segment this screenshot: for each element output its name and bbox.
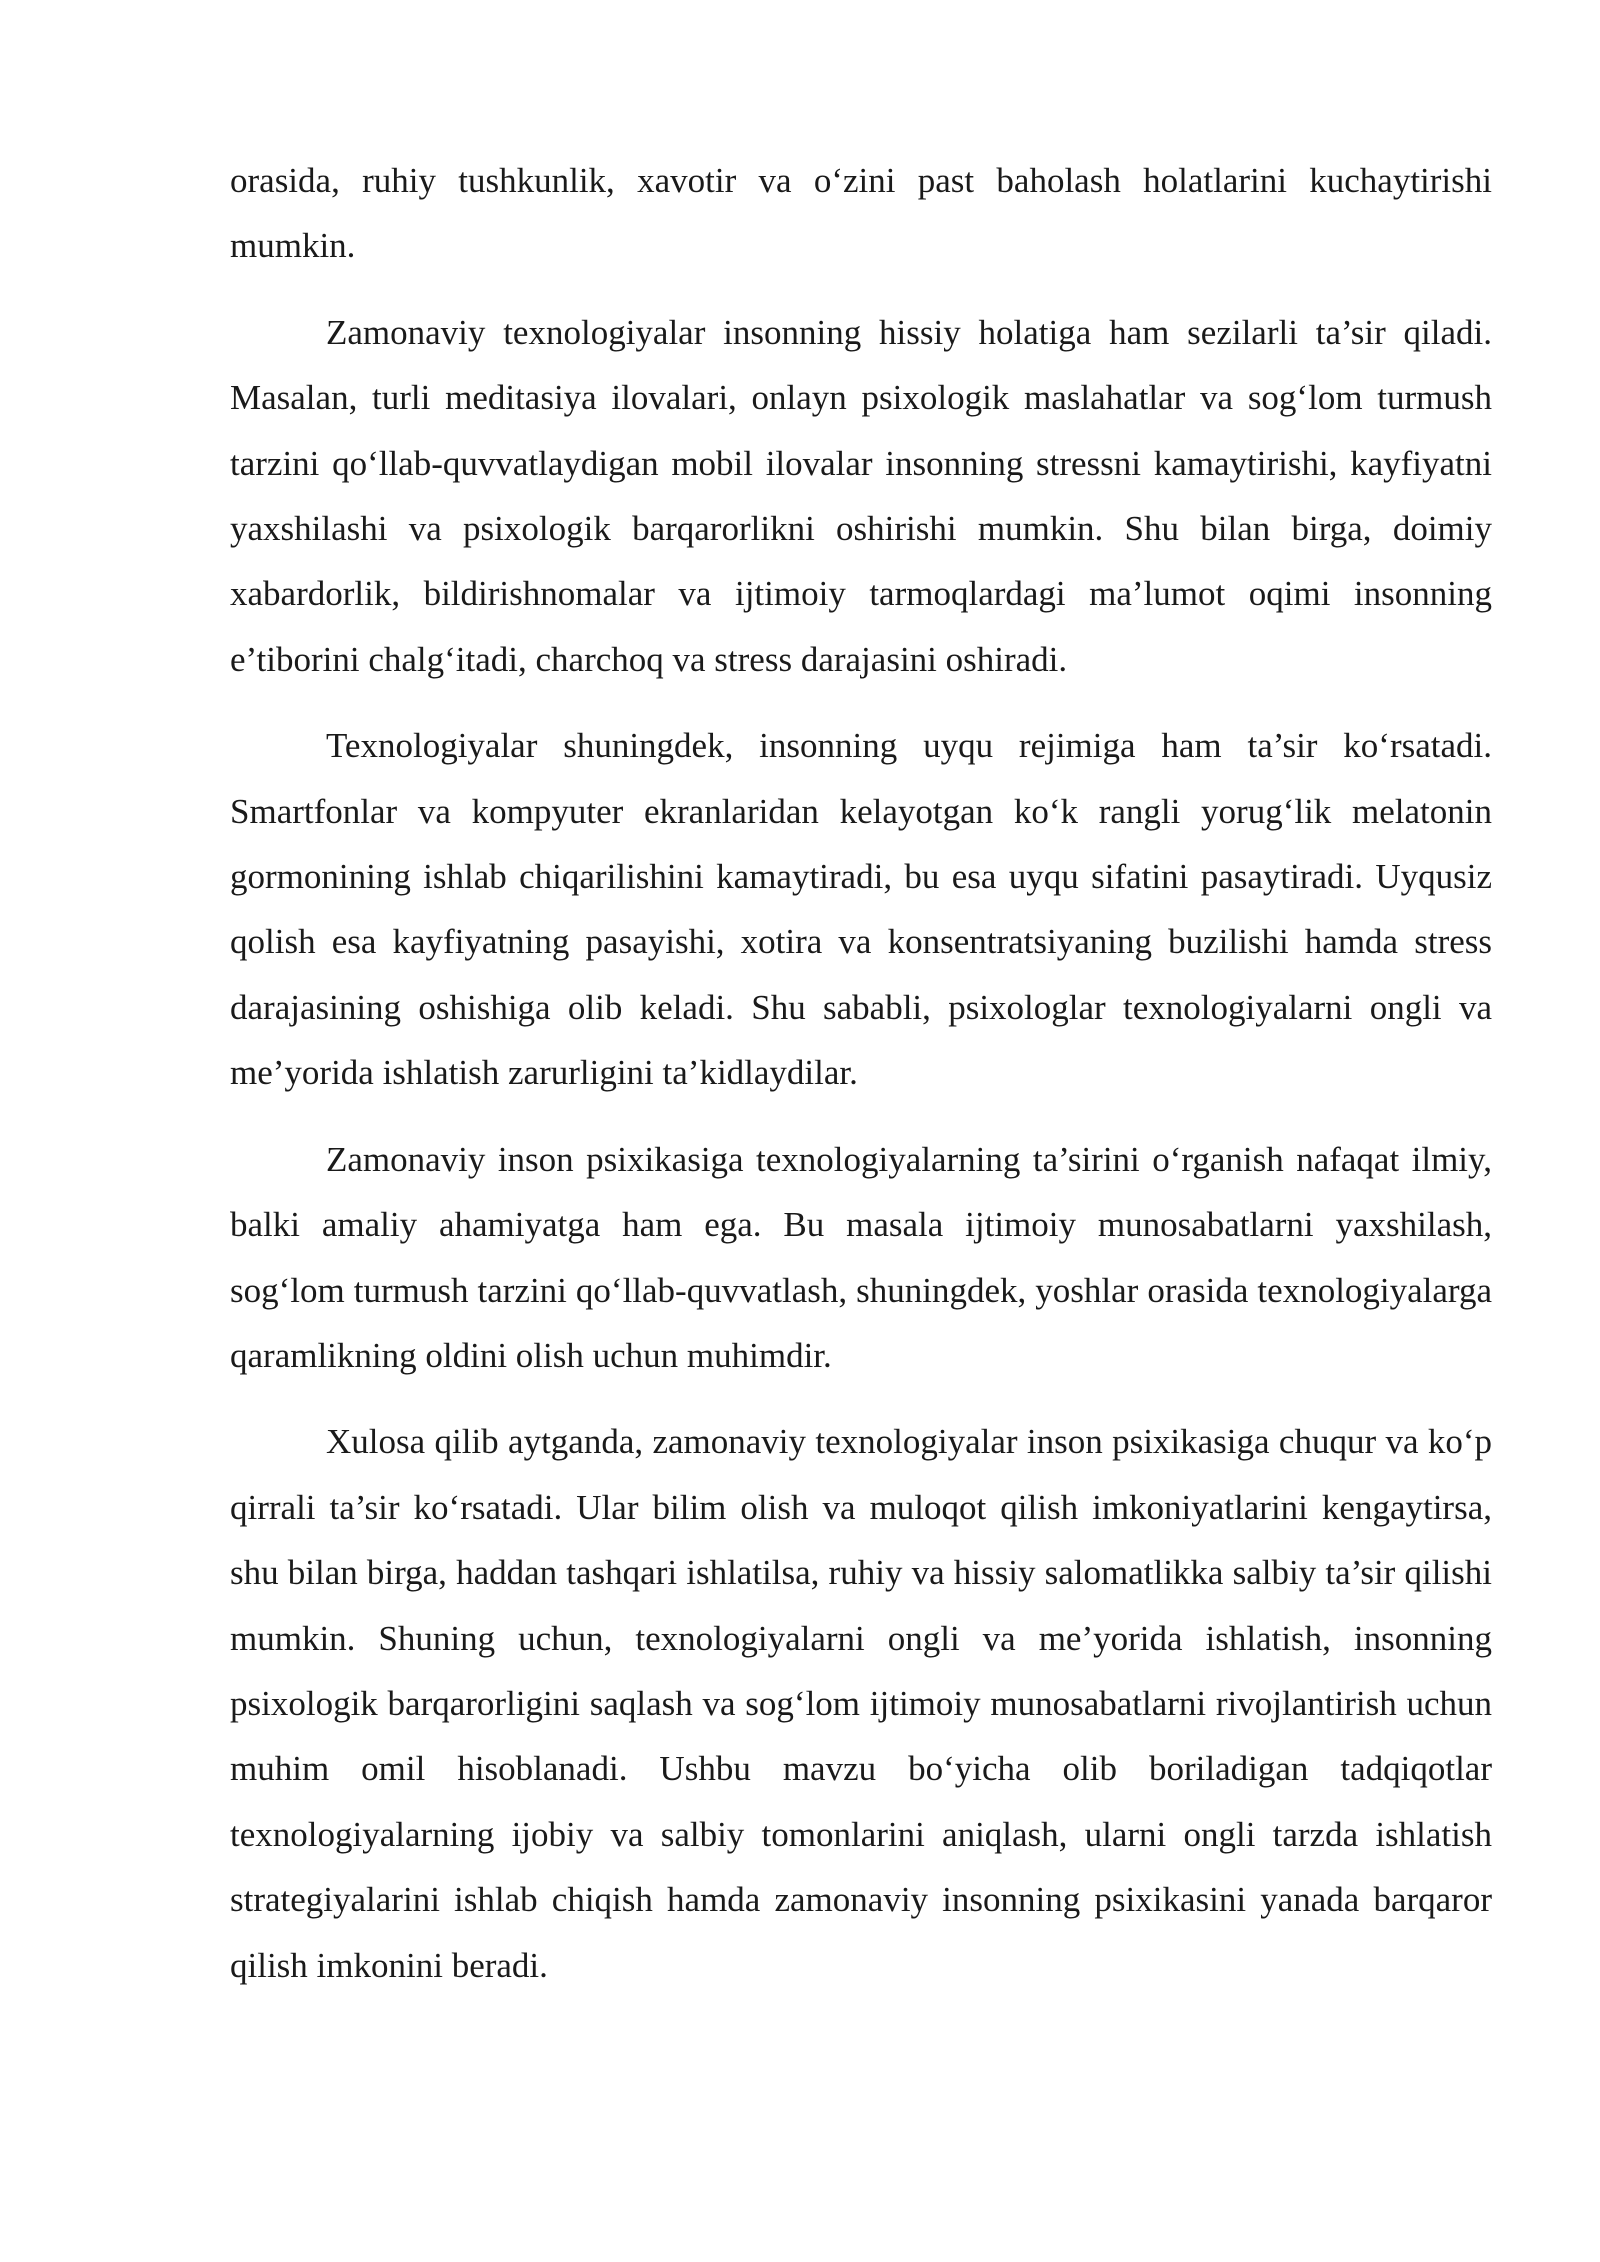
paragraph-continuation: orasida, ruhiy tushkunlik, xavotir va o‘zini past baholash holatlarini kuchaytirishi mumkin. xyxy=(230,161,1492,266)
paragraph-sleep-regime: Texnologiyalar shuningdek, insonning uyqu rejimiga ham ta’sir ko‘rsatadi. Smartfonlar va kompyuter ekranlaridan kelayotgan ko‘k rangli yorug‘lik melatonin gormonining ishlab chiqarilishini kamaytiradi, bu esa uyqu sifatini pasaytiradi. Uyqusiz qolish esa kayfiyatning pasayishi, xotira va konsentratsiyaning buzilishi hamda stress darajasining oshishiga olib keladi. Shu sababli, psixologlar texnologiyalarni ongli va me’yorida ishlatish zarurligini ta’kidlaydilar. xyxy=(230,726,1492,1093)
document-page xyxy=(230,148,1492,2019)
paragraph-conclusion: Xulosa qilib aytganda, zamonaviy texnologiyalar inson psixikasiga chuqur va ko‘p qirrali ta’sir ko‘rsatadi. Ular bilim olish va muloqot qilish imkoniyatlarini kengaytirsa, shu bilan birga, haddan tashqari ishlatilsa, ruhiy va hissiy salomatlikka salbiy ta’sir qilishi mumkin. Shuning uchun, texnologiyalarni ongli va me’yorida ishlatish, insonning psixologik barqarorligini saqlash va sog‘lom ijtimoiy munosabatlarni rivojlantirish uchun muhim omil hisoblanadi. Ushbu mavzu bo‘yicha olib boriladigan tadqiqotlar texnologiyalarning ijobiy va salbiy tomonlarini aniqlash, ularni ongli tarzda ishlatish strategiyalarini ishlab chiqish hamda zamonaviy insonning psixikasini yanada barqaror qilish imkonini beradi. xyxy=(230,1422,1492,1985)
paragraph-emotional-state: Zamonaviy texnologiyalar insonning hissiy holatiga ham sezilarli ta’sir qiladi. Masalan, turli meditasiya ilovalari, onlayn psixologik maslahatlar va sog‘lom turmush tarzini qo‘llab-quvvatlaydigan mobil ilovalar insonning stressni kamaytirishi, kayfiyatni yaxshilashi va psixologik barqarorlikni oshirishi mumkin. Shu bilan birga, doimiy xabardorlik, bildirishnomalar va ijtimoiy tarmoqlardagi ma’lumot oqimi insonning e’tiborini chalg‘itadi, charchoq va stress darajasini oshiradi. xyxy=(230,312,1492,679)
paragraph-research-importance: Zamonaviy inson psixikasiga texnologiyalarning ta’sirini o‘rganish nafaqat ilmiy, balki amaliy ahamiyatga ham ega. Bu masala ijtimoiy munosabatlarni yaxshilash, sog‘lom turmush tarzini qo‘llab-quvvatlash, shuningdek, yoshlar orasida texnologiyalarga qaramlikning oldini olish uchun muhimdir. xyxy=(230,1139,1492,1375)
